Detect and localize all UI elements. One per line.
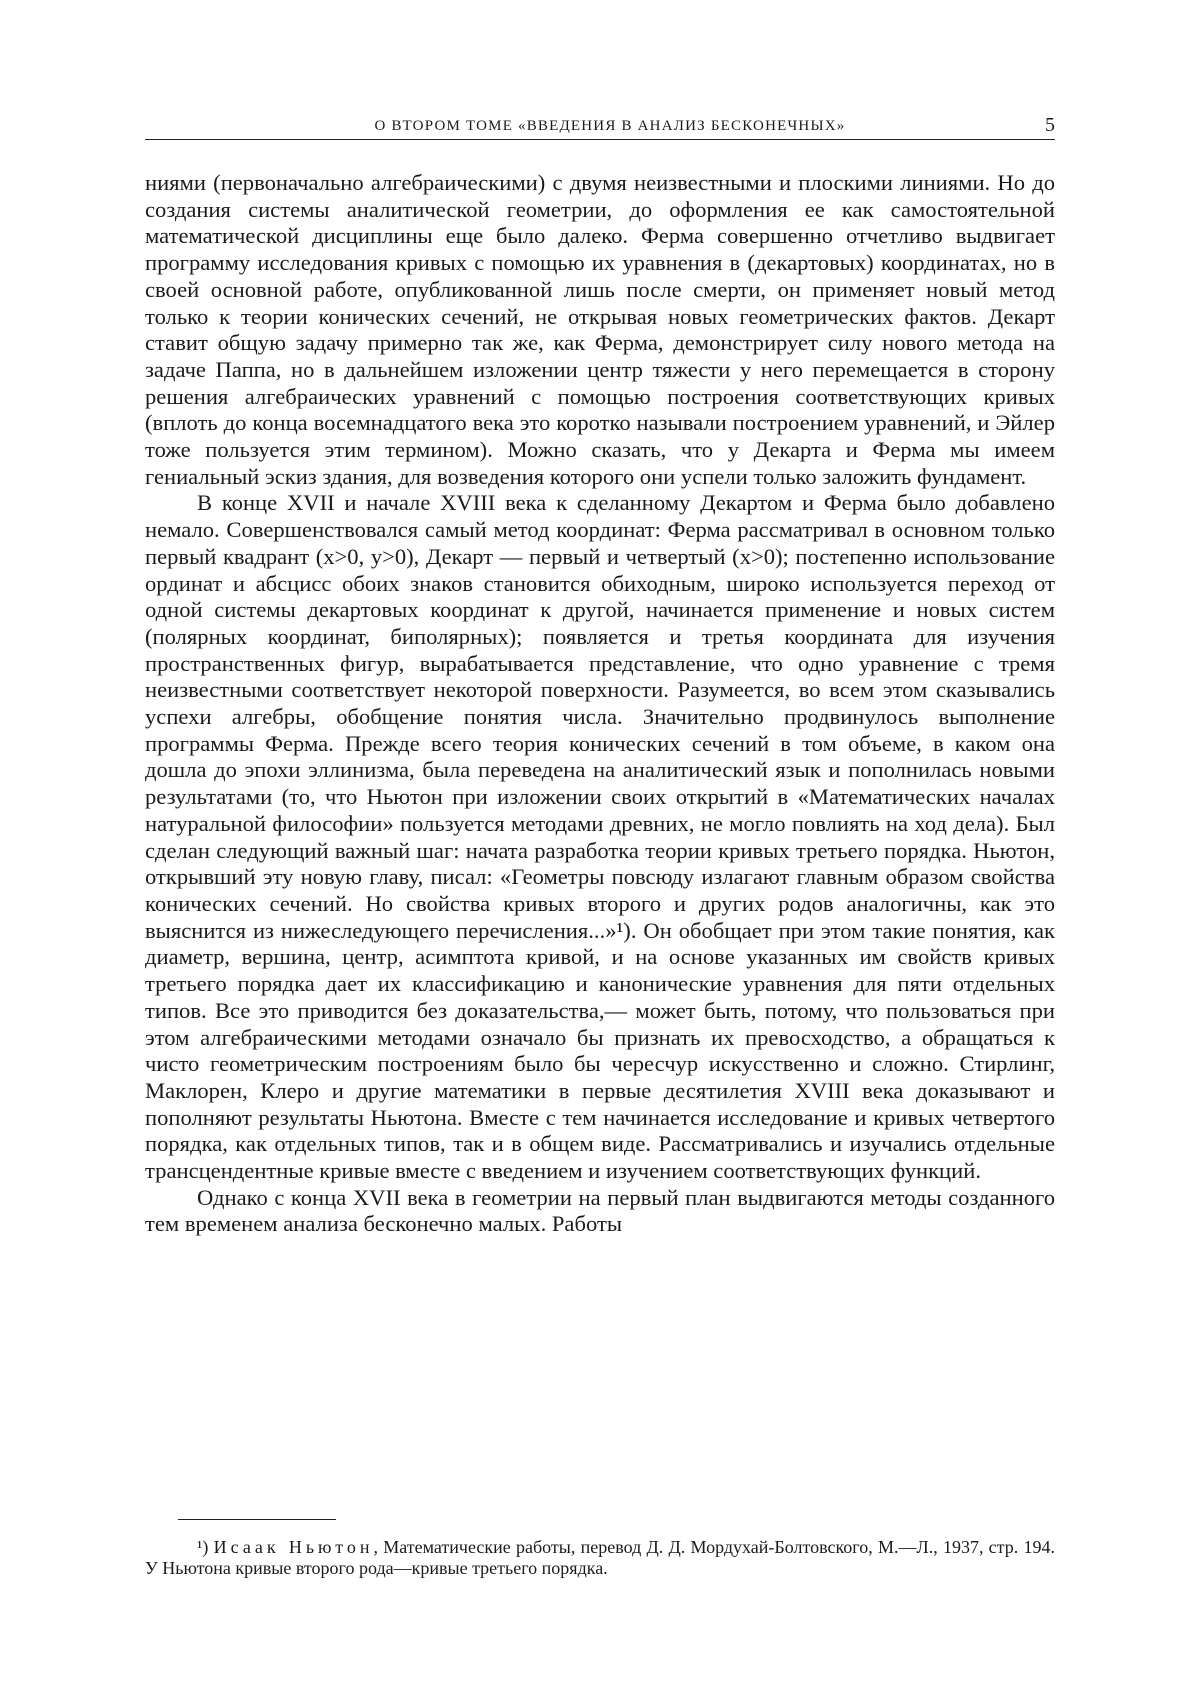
footnote-marker: ¹)	[197, 1537, 209, 1557]
page-number: 5	[1045, 114, 1055, 136]
footnote-text: , Математические работы, перевод Д. Д. Мордухай-Болтовского, М.—Л., 1937, стр. 194. У Ньютона кривые второго рода—кривые третьего порядка.	[145, 1537, 1055, 1578]
paragraph-1: ниями (первоначально алгебраическими) с двумя неизвестными и плоскими линиями. Но до создания системы аналитической геометрии, до оформления ее как самостоятельной математической дисциплины еще было далеко. Ферма совершенно отчетливо выдвигает программу исследования кривых с помощью их уравнения в (декартовых) координатах, но в своей основной работе, опубликованной лишь после смерти, он применяет новый метод только к теории конических сечений, не открывая новых геометрических фактов. Декарт ставит общую задачу примерно так же, как Ферма, демонстрирует силу нового метода на задаче Паппа, но в дальнейшем изложении центр тяжести у него перемещается в сторону решения алгебраических уравнений с помощью построения соответствующих кривых (вплоть до конца восемнадцатого века это коротко называли построением уравнений, и Эйлер тоже пользуется этим термином). Можно сказать, что у Декарта и Ферма мы имеем гениальный эскиз здания, для возведения которого они успели только заложить фундамент.	[145, 170, 1055, 489]
footnote-rule	[178, 1519, 336, 1520]
paragraph-2: В конце XVII и начале XVIII века к сделанному Декартом и Ферма было добавлено немало. Совершенствовался самый метод координат: Ферма рассматривал в основном только первый квадрант (x>0, y>0), Декарт — первый и четвертый (x>0); постепенно использование ординат и абсцисс обоих знаков становится обиходным, широко используется переход от одной системы декартовых координат к другой, начинается применение и новых систем (полярных координат, биполярных); появляется и третья координата для изучения пространственных фигур, вырабатывается представление, что одно уравнение с тремя неизвестными соответствует некоторой поверхности. Разумеется, во всем этом сказывались успехи алгебры, обобщение понятия числа. Значительно продвинулось выполнение программы Ферма. Прежде всего теория конических сечений в том объеме, в каком она дошла до эпохи эллинизма, была переведена на аналитический язык и пополнилась новыми результатами (то, что Ньютон при изложении своих открытий в «Математических началах натуральной философии» пользуется методами древних, не могло повлиять на ход дела). Был сделан следующий важный шаг: начата разработка теории кривых третьего порядка. Ньютон, открывший эту новую главу, писал: «Геометры повсюду излагают главным образом свойства конических сечений. Но свойства кривых второго и других родов аналогичны, как это выяснится из нижеследующего перечисления...»¹). Он обобщает при этом такие понятия, как диаметр, вершина, центр, асимптота кривой, и на основе указанных им свойств кривых третьего порядка дает их классификацию и канонические уравнения для пяти отдельных типов. Все это приводится без доказательства,— может быть, потому, что пользоваться при этом алгебраическими методами означало бы признать их превосходство, а обращаться к чисто геометрическим построениям было бы чересчур искусственно и сложно. Стирлинг, Маклорен, Клеро и другие математики в первые десятилетия XVIII века доказывают и пополняют результаты Ньютона. Вместе с тем начинается исследование и кривых четвертого порядка, как отдельных типов, так и в общем виде. Рассматривались и изучались отдельные трансцендентные кривые вместе с введением и изучением соответствующих функций.	[145, 490, 1055, 1184]
main-text	[145, 170, 1055, 1238]
paragraph-3: Однако с конца XVII века в геометрии на первый план выдвигаются методы созданного тем временем анализа бесконечно малых. Работы	[145, 1184, 1055, 1237]
footnote-author: Исаак Ньютон	[213, 1537, 374, 1557]
running-title: О ВТОРОМ ТОМЕ «ВВЕДЕНИЯ В АНАЛИЗ БЕСКОНЕЧНЫХ»	[374, 118, 846, 134]
footnote	[145, 1537, 1055, 1579]
running-head	[145, 114, 1055, 140]
